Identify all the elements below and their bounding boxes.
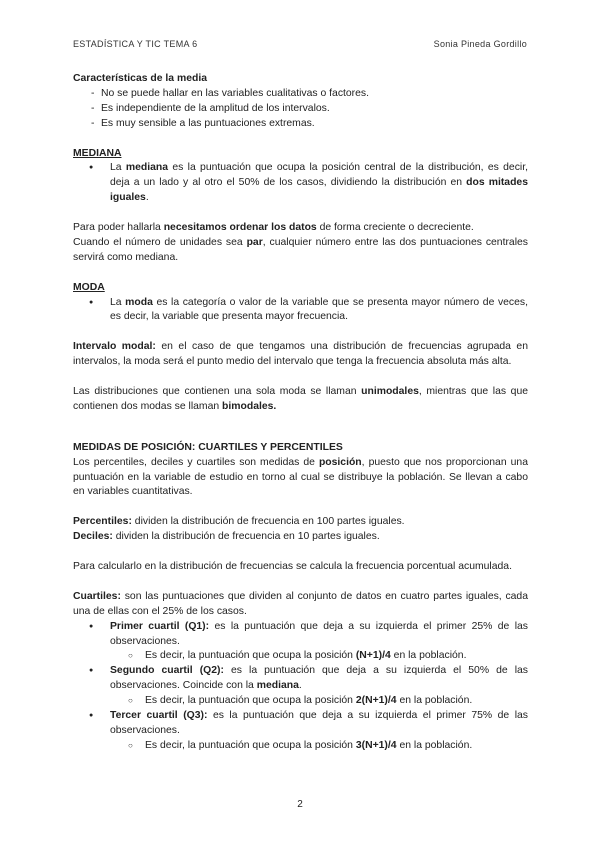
list-item: - Es independiente de la amplitud de los intervalos. (73, 102, 528, 117)
percentiles-line: Percentiles: dividen la distribución de frecuencia en 100 partes iguales. (73, 516, 405, 528)
media-list (73, 87, 528, 132)
mediana-paragraph-2: Cuando el número de unidades sea par, cualquier número entre las dos puntuaciones centrales servirá como mediana. (73, 236, 528, 263)
modal-types-paragraph: Las distribuciones que contienen una sola moda se llaman unimodales, mientras que las que contienen dos modas se llaman bimodales. (73, 385, 529, 412)
q1-position: ○ Es decir, la puntuación que ocupa la posición (N+1)/4 en la población. (73, 649, 528, 664)
list-item-q3: ● Tercer cuartil (Q3): es la puntuación que deja a su izquierda el primer 75% de las observaciones. (73, 709, 528, 739)
moda-title: MODA (73, 281, 105, 293)
cuartiles-list (73, 620, 528, 650)
cuartiles-list-2 (73, 664, 528, 694)
page-number: 2 (297, 799, 303, 810)
header-right: Sonia Pineda Gordillo (433, 39, 527, 49)
list-item-q1: ● Primer cuartil (Q1): es la puntuación que deja a su izquierda el primer 25% de las observaciones. (73, 620, 528, 650)
q2-position: ○ Es decir, la puntuación que ocupa la posición 2(N+1)/4 en la población. (73, 694, 528, 709)
q3-position: ○ Es decir, la puntuación que ocupa la posición 3(N+1)/4 en la población. (73, 739, 528, 754)
frecuencia-paragraph: Para calcularlo en la distribución de frecuencias se calcula la frecuencia porcentual acumulada. (73, 560, 512, 572)
deciles-line: Deciles: dividen la distribución de frecuencia en 10 partes iguales. (73, 531, 380, 543)
media-title: Características de la media (73, 73, 207, 84)
mediana-title: MEDIANA (73, 147, 122, 159)
intervalo-modal-paragraph: Intervalo modal: en el caso de que tengamos una distribución de frecuencias agrupada en intervalos, la moda será el punto medio del intervalo que tenga la frecuencia absoluta más alta. (73, 341, 528, 368)
posicion-paragraph: Los percentiles, deciles y cuartiles son medidas de posición, puesto que nos proporcionan una puntuación en la variable de estudio en torno al cual se distribuye la población. Se llevan a cabo en variables cuantitativas. (73, 456, 528, 498)
cuartiles-list-3 (73, 709, 528, 739)
moda-list (73, 296, 528, 326)
list-item: ● La moda es la categoría o valor de la variable que se presenta mayor número de veces, es decir, la variable que presenta mayor frecuencia. (73, 296, 528, 326)
mediana-paragraph-1: Para poder hallarla necesitamos ordenar los datos de forma creciente o decreciente. (73, 222, 474, 234)
posicion-title: MEDIDAS DE POSICIÓN: CUARTILES Y PERCENTILES (73, 441, 343, 453)
header-left: ESTADÍSTICA Y TIC TEMA 6 (73, 39, 198, 49)
list-item: ● La mediana es la puntuación que ocupa la posición central de la distribución, es decir, deja a un lado y al otro el 50% de los casos, dividiendo la distribución en dos mitades iguales. (73, 161, 528, 206)
mediana-list (73, 161, 528, 206)
cuartiles-paragraph: Cuartiles: son las puntuaciones que dividen al conjunto de datos en cuatro partes iguales, cada una de ellas con el 25% de los casos. (73, 590, 528, 617)
list-item-q2: ● Segundo cuartil (Q2): es la puntuación que deja a su izquierda el 50% de las observaciones. Coincide con la mediana. (73, 664, 528, 694)
list-item: - Es muy sensible a las puntuaciones extremas. (73, 117, 528, 132)
page-body (73, 72, 528, 754)
list-item: - No se puede hallar en las variables cualitativas o factores. (73, 87, 528, 102)
